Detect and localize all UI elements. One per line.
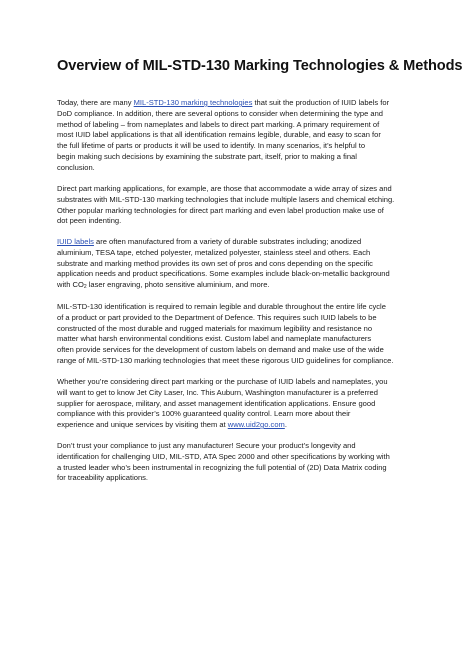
paragraph-intro <box>57 98 419 173</box>
link-iuid-labels[interactable]: IUID labels <box>57 237 94 246</box>
text-span: . <box>284 420 287 429</box>
paragraph-identification-requirements <box>57 302 419 367</box>
text-line: DoD compliance. In addition, there are several options to consider when determining the type and <box>57 108 383 118</box>
text-line: conclusion. <box>57 162 95 172</box>
text-span: experience and unique services by visiting them at <box>57 420 228 429</box>
text-line <box>57 420 419 431</box>
text-line: dot peen indenting. <box>57 216 122 226</box>
text-line: often provide services for the development of custom labels on demand and make use of the wide <box>57 345 384 354</box>
paragraph-direct-part-marking <box>57 184 419 227</box>
text-line: substrates with MIL-STD-130 marking technologies that include multiple lasers and chemical etching. <box>57 194 395 204</box>
text-line: a trusted leader who’s been instrumental in recognizing the full potential of (2D) Data Matrix coding <box>57 462 387 472</box>
text-line: identification for challenging UID, MIL-STD, ATA Spec 2000 and other specifications by working with <box>57 451 390 461</box>
text-span: with CO <box>57 280 84 289</box>
text-span: that suit the production of IUID labels for <box>252 98 390 107</box>
text-span: are often manufactured from a variety of durable substrates including; anodized <box>93 237 362 246</box>
text-line: for traceability applications. <box>57 473 149 483</box>
text-line: matter what harsh environmental conditions exist. Custom label and nameplate manufacturers <box>57 334 372 344</box>
text-line: MIL-STD-130 identification is required to remain legible and durable throughout the entire life cycle <box>57 302 386 311</box>
text-line: range of MIL-STD-130 marking technologies that meet these rigorous UID guidelines for compliance. <box>57 355 394 365</box>
text-span: Today, there are many <box>57 98 134 107</box>
text-line: aluminium, TESA tape, etched polyester, metalized polyester, stainless steel and others. Each <box>57 247 371 257</box>
paragraph-closing <box>57 441 419 484</box>
text-line: the full lifetime of parts or products it will be used to identify. In many scenarios, it’s helpful to <box>57 141 366 150</box>
text-line: compliance with this provider’s 100% guaranteed quality control. Learn more about their <box>57 409 351 419</box>
text-line: application needs and product specifications. Some examples include black-on-metallic background <box>57 269 390 279</box>
text-line: will want to get to know Jet City Laser, Inc. This Auburn, Washington manufacturer is a preferred <box>57 387 378 397</box>
text-line: Direct part marking applications, for example, are those that accommodate a wide array of sizes and <box>57 184 392 193</box>
text-line: substrate and marking method provides its own set of pros and cons depending on the specific <box>57 258 373 268</box>
text-line <box>57 237 419 248</box>
subscript-2: 2 <box>83 284 87 290</box>
link-marking-technologies[interactable]: MIL-STD-130 marking technologies <box>133 98 253 107</box>
link-uid2go[interactable]: www.uid2go.com <box>227 420 285 429</box>
text-line: begin making such decisions by examining the substrate part, itself, prior to making a final <box>57 151 357 161</box>
text-line: Whether you’re considering direct part marking or the purchase of IUID labels and nameplates, you <box>57 377 388 386</box>
text-line <box>57 280 419 291</box>
text-line: method of labeling – from nameplates and labels to direct part marking. A primary requirement of <box>57 119 380 129</box>
text-line: most IUID label applications is that all identification remains legible, durable, and easy to scan for <box>57 130 381 140</box>
text-span: laser engraving, photo sensitive aluminium, and more. <box>86 280 270 289</box>
text-line: Other popular marking technologies for direct part marking and even label production make use of <box>57 205 384 215</box>
paragraph-iuid-labels <box>57 237 419 291</box>
text-line: supplier for aerospace, military, and asset management identification applications. Ensure good <box>57 398 376 408</box>
text-line: Don’t trust your compliance to just any manufacturer! Secure your product’s longevity and <box>57 441 356 450</box>
paragraph-jet-city-laser <box>57 377 419 431</box>
text-line: of a product or part provided to the Department of Defence. This requires such IUID labels to be <box>57 312 377 322</box>
text-line: constructed of the most durable and rugged materials for maximum legibility and resistance no <box>57 323 373 333</box>
text-line <box>57 98 419 109</box>
page-title: Overview of MIL-STD-130 Marking Technologies & Methods <box>57 58 463 74</box>
